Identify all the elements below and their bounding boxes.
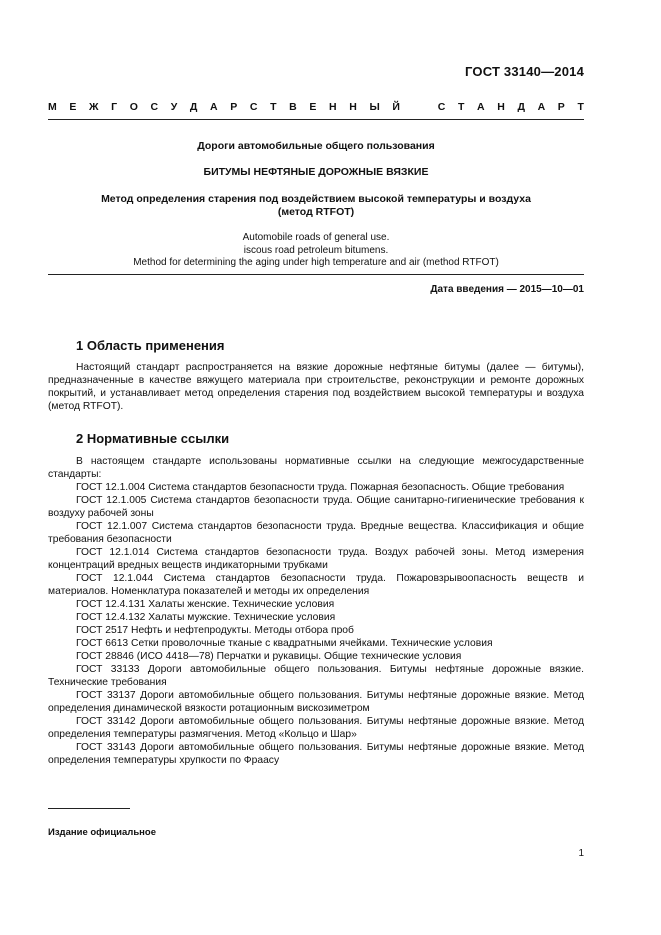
standard-type-letter: Д — [189, 101, 198, 113]
standard-type-letter: Н — [349, 101, 357, 113]
normative-reference: ГОСТ 33142 Дороги автомобильные общего пользования. Битумы нефтяные дорожные вязкие. Метод определения температуры размягчения. Метод «Кольцо и Шар» — [48, 716, 584, 740]
standard-type-letter: Н — [497, 101, 505, 113]
page-number: 1 — [578, 848, 584, 859]
normative-reference: ГОСТ 12.1.007 Система стандартов безопасности труда. Вредные вещества. Классификация и общие требования безопасности — [48, 521, 584, 545]
standard-type-letter: А — [477, 101, 485, 113]
standard-type-letter: Е — [69, 101, 77, 113]
standard-type-letter: А — [537, 101, 546, 113]
normative-reference: ГОСТ 6613 Сетки проволочные тканые с квадратными ячейками. Технические условия — [76, 638, 493, 649]
normative-reference: ГОСТ 2517 Нефть и нефтепродукты. Методы отбора проб — [76, 625, 354, 636]
english-title-line-3: Method for determining the aging under high temperature and air (method RTFOT) — [133, 257, 499, 268]
section-2-heading: 2 Нормативные ссылки — [76, 431, 230, 446]
standard-type-letter: Ж — [89, 101, 99, 113]
standard-type-letter: Й — [392, 101, 400, 113]
normative-reference: ГОСТ 12.1.014 Система стандартов безопасности труда. Воздух рабочей зоны. Метод измерения концентраций вредных веществ индикаторными трубками — [48, 547, 584, 571]
normative-reference: ГОСТ 28846 (ИСО 4418—78) Перчатки и рукавицы. Общие технические условия — [76, 651, 462, 662]
standard-type-letter: Н — [329, 101, 337, 113]
standard-type-heading — [48, 101, 584, 113]
footer-rule — [48, 808, 130, 809]
standard-type-letter: У — [170, 101, 178, 113]
document-subject: Дороги автомобильные общего пользования — [197, 140, 435, 152]
standard-type-letter: С — [437, 101, 446, 113]
normative-reference: ГОСТ 33133 Дороги автомобильные общего пользования. Битумы нефтяные дорожные вязкие. Технические требования — [48, 664, 584, 688]
section-2-intro: В настоящем стандарте использованы нормативные ссылки на следующие межгосударственные стандарты: — [48, 456, 584, 480]
english-title-line-2: iscous road petroleum bitumens. — [243, 244, 389, 256]
standard-type-letter: Р — [230, 101, 238, 113]
standard-type-letter: Д — [517, 101, 525, 113]
standard-type-letter: Т — [577, 101, 584, 113]
standard-type-letter: Г — [111, 101, 118, 113]
normative-reference: ГОСТ 33143 Дороги автомобильные общего пользования. Битумы нефтяные дорожные вязкие. Метод определения температуры хрупкости по Фраасу — [48, 742, 584, 766]
standard-type-letter: Е — [309, 101, 317, 113]
normative-reference: ГОСТ 12.4.131 Халаты женские. Технические условия — [76, 599, 335, 610]
document-number: ГОСТ 33140—2014 — [465, 64, 584, 79]
header-rule-top — [48, 119, 584, 120]
normative-reference: ГОСТ 12.1.044 Система стандартов безопасности труда. Пожаровзрывоопасность веществ и материалов. Номенклатура показателей и методы их определения — [48, 573, 584, 597]
standard-type-letter: С — [150, 101, 159, 113]
standard-type-letter: М — [48, 101, 57, 113]
normative-reference: ГОСТ 12.1.004 Система стандартов безопасности труда. Пожарная безопасность. Общие требования — [76, 482, 565, 493]
standard-type-letter: А — [210, 101, 218, 113]
normative-reference: ГОСТ 12.4.132 Халаты мужские. Технические условия — [76, 612, 336, 623]
method-title-line-1: Метод определения старения под воздействием высокой температуры и воздуха — [101, 193, 531, 205]
section-1-body — [48, 361, 584, 413]
section-1-paragraph: Настоящий стандарт распространяется на вязкие дорожные нефтяные битумы (далее — битумы), предназначенные в качестве вяжущего материала при строительстве, реконструкции и ремонте дорожных покрытий, и устанавливает метод определения старения под воздействием высокой температуры и воздуха (метод RTFOT). — [48, 362, 584, 412]
normative-reference: ГОСТ 33137 Дороги автомобильные общего пользования. Битумы нефтяные дорожные вязкие. Метод определения динамической вязкости ротационным вискозиметром — [48, 690, 584, 714]
official-edition-label: Издание официальное — [48, 827, 156, 838]
normative-reference: ГОСТ 12.1.005 Система стандартов безопасности труда. Общие санитарно-гигиенические требования к воздуху рабочей зоны — [48, 495, 584, 519]
standard-type-letter: В — [289, 101, 297, 113]
english-title-line-1: Automobile roads of general use. — [242, 232, 390, 243]
standard-type-letter: Т — [457, 101, 465, 113]
english-title — [48, 232, 584, 270]
document-title: БИТУМЫ НЕФТЯНЫЕ ДОРОЖНЫЕ ВЯЗКИЕ — [203, 166, 429, 178]
method-title-line-2: (метод RTFOT) — [277, 206, 355, 218]
introduction-date: Дата введения — 2015—10—01 — [430, 284, 584, 295]
standard-type-letter: О — [129, 101, 138, 113]
standard-type-letter: Т — [270, 101, 277, 113]
document-method-title — [48, 193, 584, 219]
standard-type-letter: С — [249, 101, 258, 113]
standard-type-letter: Р — [557, 101, 565, 113]
standard-type-letter: Ы — [369, 101, 380, 113]
section-2-body — [48, 455, 584, 767]
title-block-rule — [48, 274, 584, 275]
section-1-heading: 1 Область применения — [76, 338, 225, 353]
